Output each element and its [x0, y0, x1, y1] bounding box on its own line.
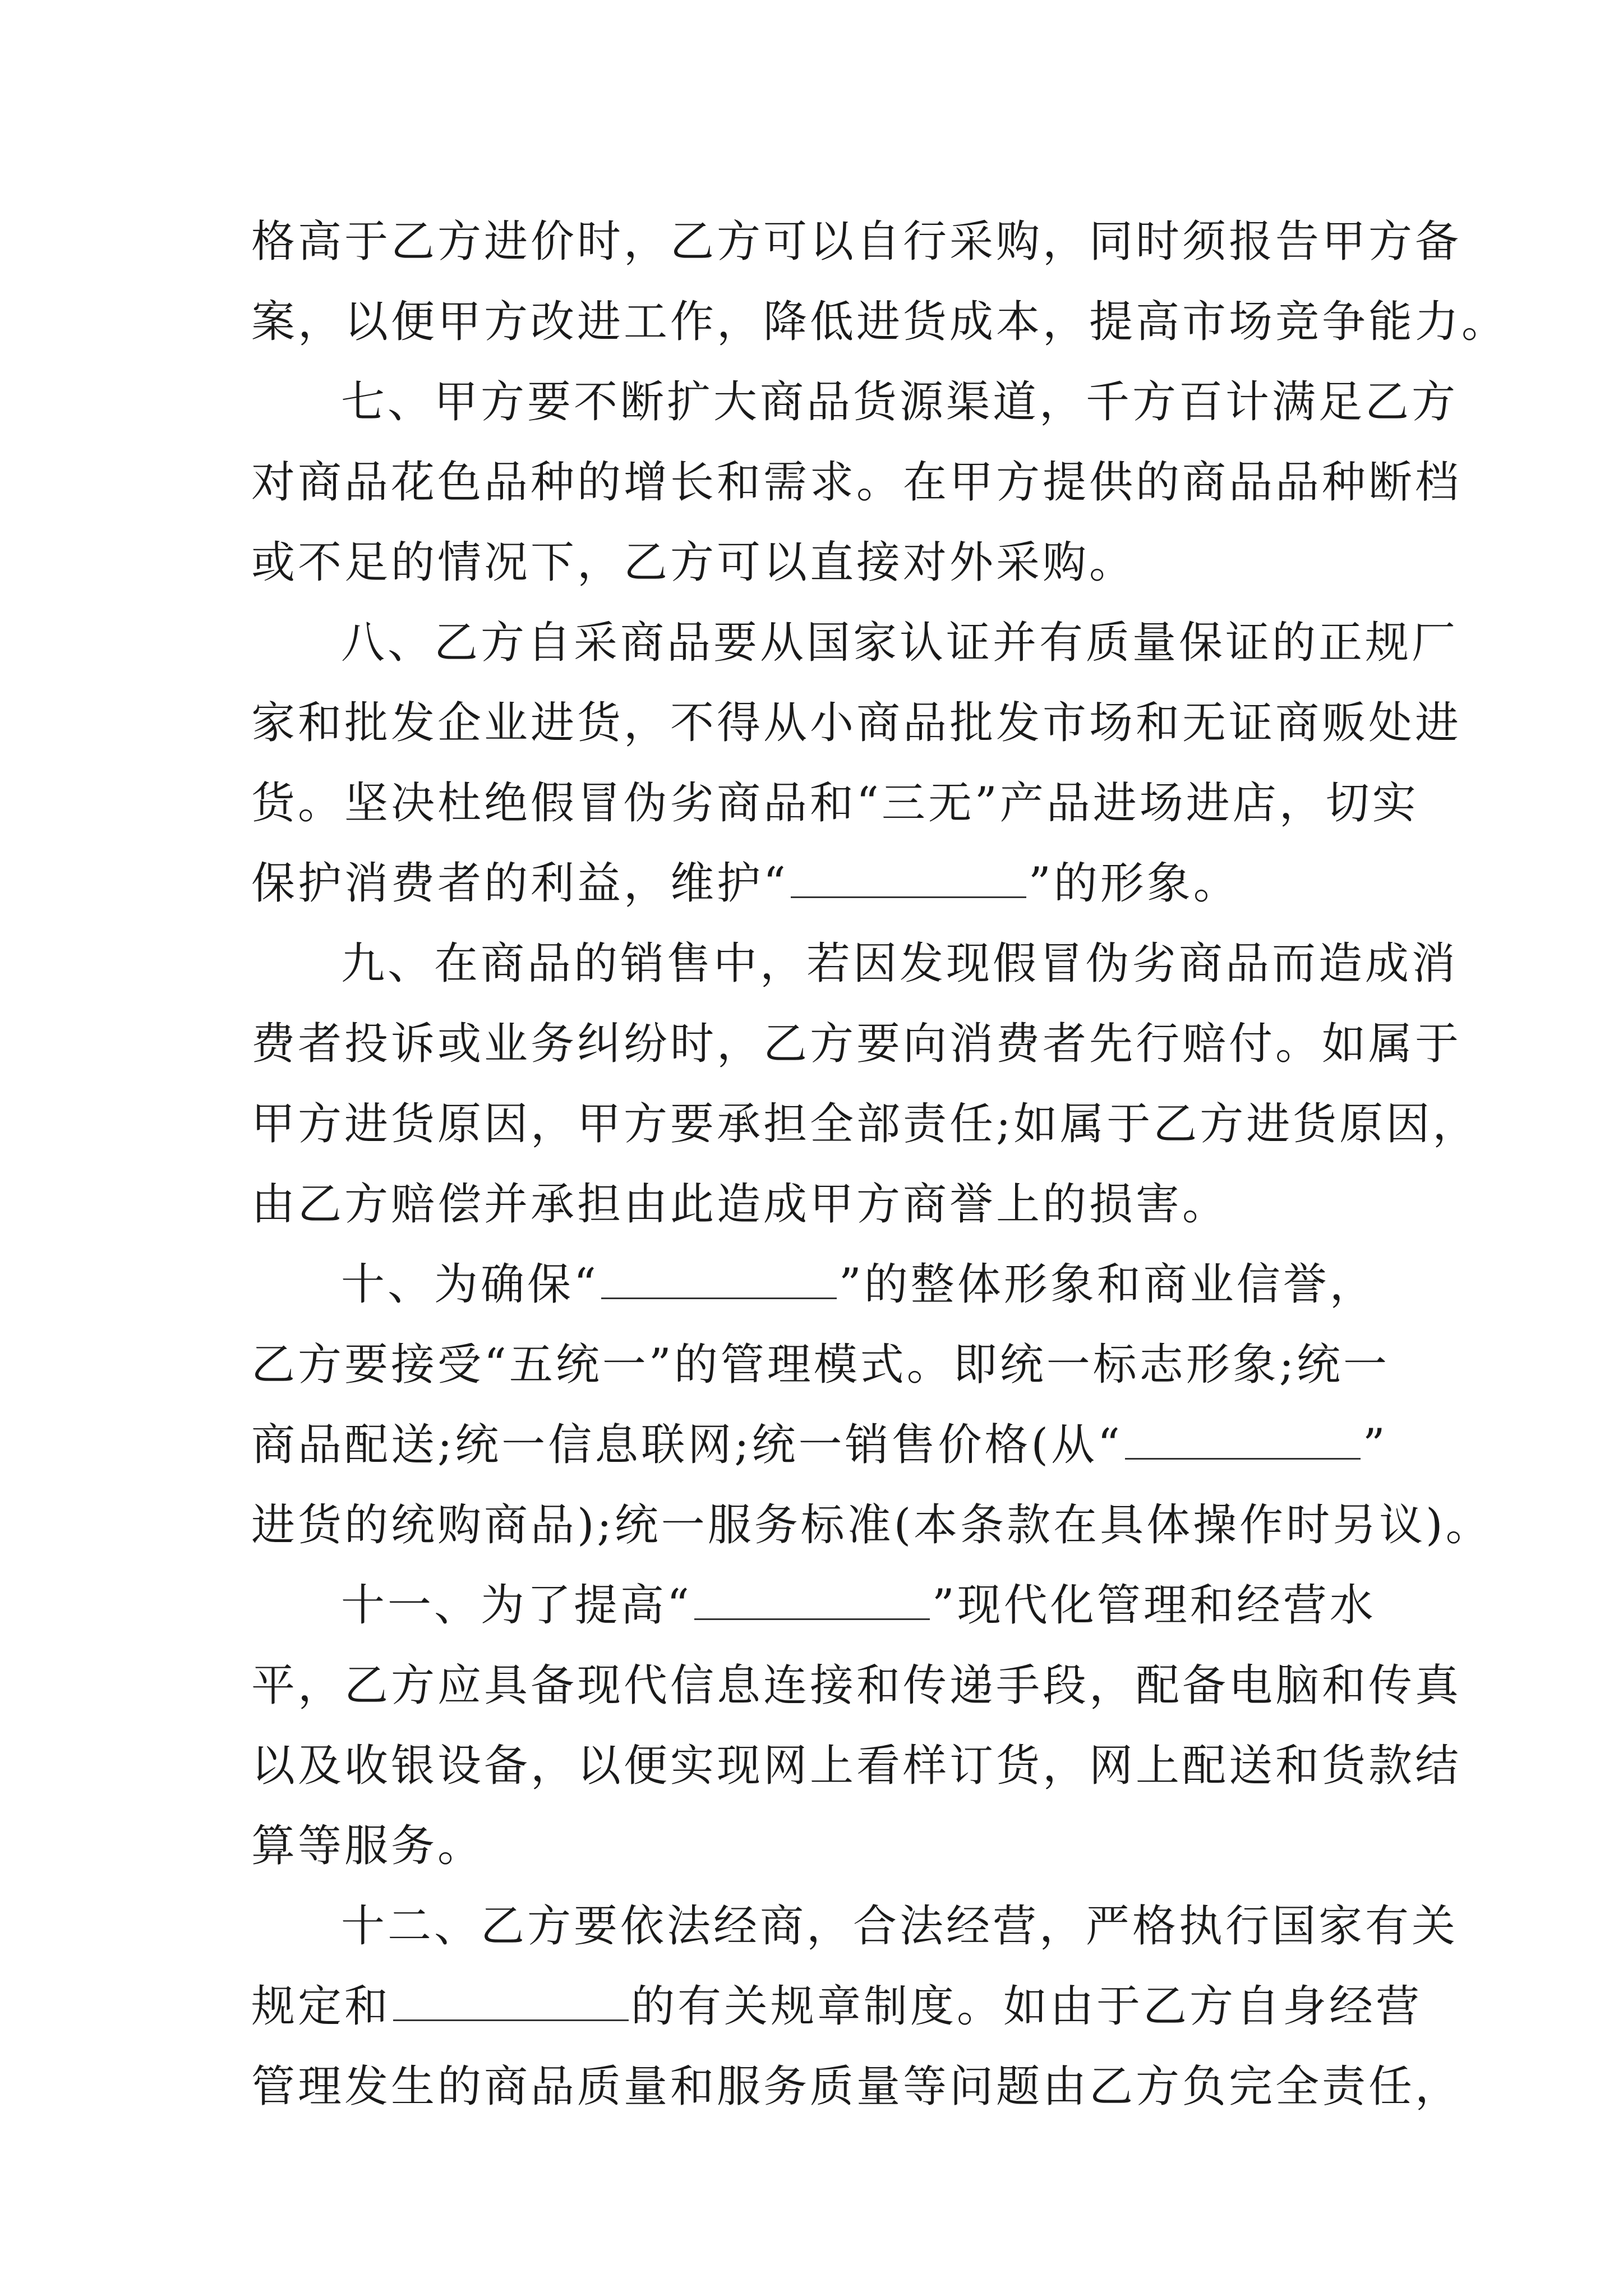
- text-line: [251, 1245, 1401, 1325]
- text-line: 或不足的情况下，乙方可以直接对外采购。: [251, 537, 1136, 588]
- fill-in-blank: [1125, 1424, 1361, 1460]
- text-line: 乙方要接受“五统一”的管理模式。即统一标志形象;统一: [251, 1340, 1390, 1390]
- text-segment: 十一、为了提高“: [341, 1580, 692, 1631]
- text-line: 九、在商品的销售中，若因发现假冒伪劣商品而造成消: [341, 938, 1459, 989]
- text-line: 甲方进货原因，甲方要承担全部责任;如属于乙方进货原因，: [251, 1099, 1479, 1149]
- text-line: [251, 1566, 1401, 1646]
- paragraph-6-continuation: [251, 202, 1509, 362]
- text-line: 平，乙方应具备现代信息连接和传递手段，配备电脑和传真: [251, 1660, 1462, 1711]
- text-line: 案，以便甲方改进工作，降低进货成本，提高市场竞争能力。: [251, 297, 1509, 347]
- text-line: 货。坚决杜绝假冒伪劣商品和“三无”产品进场进店，切实: [251, 778, 1419, 829]
- text-segment: ”的整体形象和商业信誉，: [838, 1259, 1376, 1310]
- fill-in-blank: [791, 863, 1026, 898]
- text-line: 家和批发企业进货，不得从小商品批发市场和无证商贩处进: [251, 698, 1462, 748]
- fill-in-blank: [601, 1264, 837, 1299]
- text-line: 格高于乙方进价时，乙方可以自行采购，同时须报告甲方备: [251, 217, 1462, 267]
- text-line: 费者投诉或业务纠纷时，乙方要向消费者先行赔付。如属于: [251, 1019, 1462, 1069]
- paragraph-8: [251, 603, 1462, 924]
- text-segment: 商品配送;统一信息联网;统一销售价格(从“: [251, 1420, 1123, 1470]
- paragraph-11: [251, 1566, 1462, 1887]
- text-line: [251, 1405, 1401, 1485]
- paragraph-10: [251, 1245, 1492, 1566]
- text-line: 对商品花色品种的增长和需求。在甲方提供的商品品种断档: [251, 457, 1462, 508]
- fill-in-blank: [393, 1986, 629, 2021]
- text-segment: 规定和: [251, 1981, 391, 2032]
- fill-in-blank: [694, 1585, 930, 1620]
- text-segment: 十、为确保“: [341, 1259, 599, 1310]
- text-line: 管理发生的商品质量和服务质量等问题由乙方负完全责任，: [251, 2062, 1462, 2112]
- text-segment: ”: [1362, 1420, 1388, 1470]
- text-segment: ”现代化管理和经营水: [932, 1580, 1376, 1631]
- document-body: [251, 202, 1509, 2127]
- text-line: [251, 1967, 1423, 2047]
- paragraph-7: [251, 362, 1462, 603]
- paragraph-12: [251, 1887, 1462, 2127]
- text-segment: ”的形象。: [1028, 858, 1240, 909]
- text-line: [251, 844, 1401, 924]
- text-line: 十二、乙方要依法经商，合法经营，严格执行国家有关: [341, 1901, 1459, 1952]
- text-line: 八、乙方自采商品要从国家认证并有质量保证的正规厂: [341, 618, 1459, 668]
- text-line: 算等服务。: [251, 1821, 485, 1871]
- text-segment: 保护消费者的利益，维护“: [251, 858, 789, 909]
- text-line: 进货的统购商品);统一服务标准(本条款在具体操作时另议)。: [251, 1500, 1492, 1550]
- paragraph-9: [251, 924, 1479, 1245]
- text-segment: 的有关规章制度。如由于乙方自身经营: [631, 1981, 1423, 2032]
- text-line: 由乙方赔偿并承担由此造成甲方商誉上的损害。: [251, 1179, 1229, 1230]
- text-line: 以及收银设备，以便实现网上看样订货，网上配送和货款结: [251, 1741, 1462, 1791]
- text-line: 七、甲方要不断扩大商品货源渠道，千方百计满足乙方: [341, 377, 1459, 427]
